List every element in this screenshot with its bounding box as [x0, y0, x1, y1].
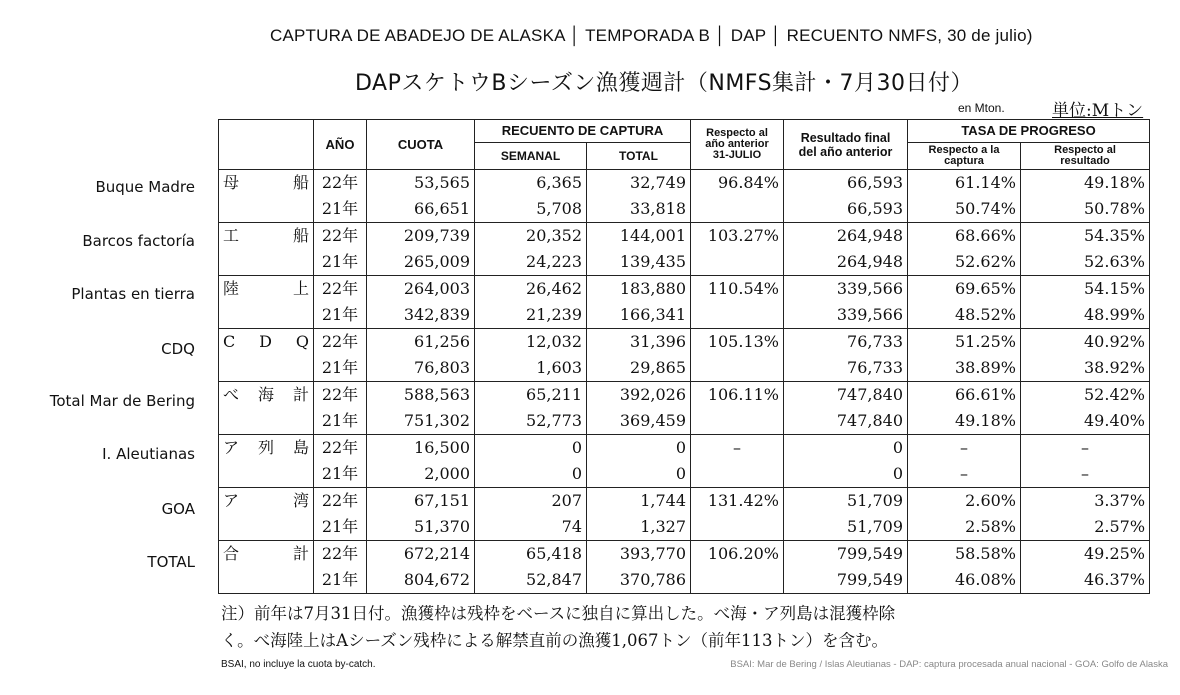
category-jp-char: ア — [223, 438, 240, 457]
quota-cell: 67,151 — [367, 488, 475, 515]
prog-catch-cell: 38.89% — [908, 355, 1021, 382]
note-line-2: く。べ海陸上はAシーズン残枠による解禁直前の漁獲1,067トン（前年113トン）を含む。 — [221, 631, 888, 650]
label-barcos-factoria: Barcos factoría — [82, 232, 195, 250]
total-cell: 183,880 — [587, 276, 691, 303]
label-aleutianas: I. Aleutianas — [102, 445, 195, 463]
prog-result-cell: – — [1021, 461, 1150, 488]
prog-catch-cell: 46.08% — [908, 567, 1021, 594]
total-cell: 1,327 — [587, 514, 691, 541]
unit-label-spanish: en Mton. — [958, 101, 1005, 115]
year-cell: 22年 — [314, 329, 367, 356]
vs-prev-cell: 106.11% — [691, 382, 784, 409]
final-prev-cell: 799,549 — [784, 541, 908, 568]
vs-prev-cell — [691, 408, 784, 435]
total-cell: 31,396 — [587, 329, 691, 356]
quota-cell: 588,563 — [367, 382, 475, 409]
final-prev-cell: 264,948 — [784, 223, 908, 250]
category-jp-char: 湾 — [292, 491, 309, 510]
prog-catch-cell: 52.62% — [908, 249, 1021, 276]
weekly-cell: 21,239 — [475, 302, 587, 329]
quota-cell: 209,739 — [367, 223, 475, 250]
prog-catch-cell: – — [908, 435, 1021, 462]
footnote-left: BSAI, no incluye la cuota by-catch. — [221, 659, 376, 670]
prog-catch-cell: 50.74% — [908, 196, 1021, 223]
weekly-cell: 6,365 — [475, 170, 587, 197]
prog-catch-cell: 66.61% — [908, 382, 1021, 409]
prog-result-cell: 3.37% — [1021, 488, 1150, 515]
category-jp-cell — [219, 170, 314, 223]
category-jp-cell — [219, 488, 314, 541]
weekly-cell: 0 — [475, 435, 587, 462]
year-cell: 21年 — [314, 514, 367, 541]
category-jp-char: 計 — [292, 385, 309, 404]
vs-prev-cell: 96.84% — [691, 170, 784, 197]
prog-catch-cell: – — [908, 461, 1021, 488]
table-row — [219, 355, 1150, 382]
weekly-cell: 12,032 — [475, 329, 587, 356]
prog-result-cell: 52.42% — [1021, 382, 1150, 409]
total-cell: 369,459 — [587, 408, 691, 435]
quota-cell: 342,839 — [367, 302, 475, 329]
year-cell: 22年 — [314, 276, 367, 303]
year-cell: 22年 — [314, 435, 367, 462]
quota-cell: 76,803 — [367, 355, 475, 382]
category-jp-char: 船 — [292, 173, 309, 192]
category-jp-char: C — [223, 332, 236, 351]
category-jp-cell — [219, 329, 314, 382]
header-prog-result-line1: Respecto al — [1054, 144, 1116, 156]
final-prev-cell: 76,733 — [784, 355, 908, 382]
total-cell: 393,770 — [587, 541, 691, 568]
prog-catch-cell: 48.52% — [908, 302, 1021, 329]
prog-catch-cell: 61.14% — [908, 170, 1021, 197]
year-cell: 22年 — [314, 382, 367, 409]
footnote-right: BSAI: Mar de Bering / Islas Aleutianas - DAP: captura procesada anual nacional - GOA: Golfo de Alaska — [730, 659, 1168, 670]
prog-catch-cell: 58.58% — [908, 541, 1021, 568]
header-vs-prev-line1: Respecto al — [706, 127, 768, 139]
weekly-cell: 65,211 — [475, 382, 587, 409]
label-plantas-tierra: Plantas en tierra — [71, 285, 195, 303]
prog-catch-cell: 69.65% — [908, 276, 1021, 303]
total-cell: 370,786 — [587, 567, 691, 594]
weekly-cell: 1,603 — [475, 355, 587, 382]
category-jp-char: 列 — [257, 438, 274, 457]
table-row — [219, 435, 1150, 462]
total-cell: 32,749 — [587, 170, 691, 197]
total-cell: 33,818 — [587, 196, 691, 223]
table-row — [219, 567, 1150, 594]
category-jp-char: 船 — [292, 226, 309, 245]
prog-result-cell: 49.25% — [1021, 541, 1150, 568]
prog-result-cell: 52.63% — [1021, 249, 1150, 276]
header-final-prev-line1: Resultado final — [800, 130, 891, 145]
prog-catch-cell: 68.66% — [908, 223, 1021, 250]
vs-prev-cell — [691, 567, 784, 594]
quota-cell: 53,565 — [367, 170, 475, 197]
header-prog-result-line2: resultado — [1060, 155, 1110, 167]
category-jp-cell — [219, 382, 314, 435]
total-cell: 0 — [587, 435, 691, 462]
quota-cell: 751,302 — [367, 408, 475, 435]
quota-cell: 265,009 — [367, 249, 475, 276]
category-jp-char: 合 — [223, 544, 240, 563]
vs-prev-cell — [691, 355, 784, 382]
total-cell: 29,865 — [587, 355, 691, 382]
note-line-1: 注）前年は7月31日付。漁獲枠は残枠をベースに独自に算出した。べ海・ア列島は混獲枠除 — [221, 604, 896, 623]
prog-catch-cell: 49.18% — [908, 408, 1021, 435]
prog-result-cell: – — [1021, 435, 1150, 462]
category-jp-char: 工 — [223, 226, 240, 245]
final-prev-cell: 747,840 — [784, 382, 908, 409]
category-jp-cell — [219, 435, 314, 488]
prog-result-cell: 48.99% — [1021, 302, 1150, 329]
category-jp-char: べ — [223, 385, 240, 404]
header-vs-prev — [691, 120, 784, 170]
page-title: CAPTURA DE ABADEJO DE ALASKA │ TEMPORADA B │ DAP │ RECUENTO NMFS, 30 de julio) — [270, 26, 1033, 45]
header-category — [219, 120, 314, 170]
prog-result-cell: 38.92% — [1021, 355, 1150, 382]
table-row — [219, 249, 1150, 276]
header-year: AÑO — [314, 120, 367, 170]
table-row — [219, 329, 1150, 356]
total-cell: 0 — [587, 461, 691, 488]
year-cell: 22年 — [314, 170, 367, 197]
quota-cell: 61,256 — [367, 329, 475, 356]
final-prev-cell: 747,840 — [784, 408, 908, 435]
table-row — [219, 541, 1150, 568]
year-cell: 21年 — [314, 567, 367, 594]
header-final-prev — [784, 120, 908, 170]
quota-cell: 264,003 — [367, 276, 475, 303]
table-row — [219, 382, 1150, 409]
category-jp-char: Q — [295, 332, 309, 351]
vs-prev-cell — [691, 461, 784, 488]
vs-prev-cell — [691, 514, 784, 541]
category-jp-char: 海 — [257, 385, 274, 404]
final-prev-cell: 66,593 — [784, 170, 908, 197]
year-cell: 21年 — [314, 461, 367, 488]
total-cell: 166,341 — [587, 302, 691, 329]
table-row — [219, 302, 1150, 329]
prog-catch-cell: 51.25% — [908, 329, 1021, 356]
category-jp-cell — [219, 223, 314, 276]
weekly-cell: 26,462 — [475, 276, 587, 303]
category-jp-char: 計 — [292, 544, 309, 563]
label-goa: GOA — [161, 500, 195, 518]
prog-catch-cell: 2.58% — [908, 514, 1021, 541]
table-row — [219, 223, 1150, 250]
japanese-notes — [221, 600, 1161, 654]
vs-prev-cell — [691, 249, 784, 276]
quota-cell: 2,000 — [367, 461, 475, 488]
prog-result-cell: 49.18% — [1021, 170, 1150, 197]
final-prev-cell: 66,593 — [784, 196, 908, 223]
final-prev-cell: 264,948 — [784, 249, 908, 276]
final-prev-cell: 76,733 — [784, 329, 908, 356]
quota-cell: 16,500 — [367, 435, 475, 462]
vs-prev-cell: – — [691, 435, 784, 462]
total-cell: 392,026 — [587, 382, 691, 409]
vs-prev-cell: 110.54% — [691, 276, 784, 303]
header-catch-count: RECUENTO DE CAPTURA — [475, 120, 691, 143]
total-cell: 1,744 — [587, 488, 691, 515]
header-vs-prev-line3: 31-JULIO — [712, 149, 762, 161]
vs-prev-cell — [691, 302, 784, 329]
final-prev-cell: 0 — [784, 461, 908, 488]
prog-result-cell: 46.37% — [1021, 567, 1150, 594]
header-final-prev-line2: del año anterior — [798, 144, 893, 159]
table-body — [219, 170, 1150, 594]
prog-result-cell: 50.78% — [1021, 196, 1150, 223]
quota-cell: 66,651 — [367, 196, 475, 223]
weekly-cell: 5,708 — [475, 196, 587, 223]
year-cell: 21年 — [314, 355, 367, 382]
prog-catch-cell: 2.60% — [908, 488, 1021, 515]
vs-prev-cell — [691, 196, 784, 223]
weekly-cell: 20,352 — [475, 223, 587, 250]
weekly-cell: 0 — [475, 461, 587, 488]
label-cdq: CDQ — [161, 340, 195, 358]
weekly-cell: 207 — [475, 488, 587, 515]
year-cell: 21年 — [314, 408, 367, 435]
table-row — [219, 170, 1150, 197]
header-prog-catch — [908, 143, 1021, 170]
category-jp-cell — [219, 276, 314, 329]
label-buque-madre: Buque Madre — [95, 178, 195, 196]
category-jp-char: D — [259, 332, 272, 351]
quota-cell: 804,672 — [367, 567, 475, 594]
final-prev-cell: 51,709 — [784, 514, 908, 541]
unit-label-japanese: 単位:Mトン — [1052, 101, 1144, 121]
header-total: TOTAL — [587, 143, 691, 170]
total-cell: 139,435 — [587, 249, 691, 276]
prog-result-cell: 49.40% — [1021, 408, 1150, 435]
vs-prev-cell: 106.20% — [691, 541, 784, 568]
category-jp-cell — [219, 541, 314, 594]
label-total: TOTAL — [147, 553, 195, 571]
weekly-cell: 74 — [475, 514, 587, 541]
header-prog-catch-line2: captura — [944, 155, 984, 167]
final-prev-cell: 799,549 — [784, 567, 908, 594]
year-cell: 21年 — [314, 249, 367, 276]
vs-prev-cell: 103.27% — [691, 223, 784, 250]
year-cell: 22年 — [314, 223, 367, 250]
catch-table — [218, 119, 1150, 594]
header-quota: CUOTA — [367, 120, 475, 170]
table-row — [219, 196, 1150, 223]
japanese-title: DAPスケトウBシーズン漁獲週計（NMFS集計・7月30日付） — [355, 71, 974, 96]
prog-result-cell: 2.57% — [1021, 514, 1150, 541]
year-cell: 21年 — [314, 196, 367, 223]
header-progress: TASA DE PROGRESO — [908, 120, 1150, 143]
year-cell: 22年 — [314, 488, 367, 515]
table-row — [219, 461, 1150, 488]
vs-prev-cell: 105.13% — [691, 329, 784, 356]
final-prev-cell: 0 — [784, 435, 908, 462]
final-prev-cell: 339,566 — [784, 276, 908, 303]
category-jp-char: ア — [223, 491, 240, 510]
weekly-cell: 65,418 — [475, 541, 587, 568]
table-row — [219, 514, 1150, 541]
prog-result-cell: 54.35% — [1021, 223, 1150, 250]
weekly-cell: 24,223 — [475, 249, 587, 276]
header-weekly: SEMANAL — [475, 143, 587, 170]
final-prev-cell: 339,566 — [784, 302, 908, 329]
header-prog-result — [1021, 143, 1150, 170]
prog-result-cell: 40.92% — [1021, 329, 1150, 356]
table-row — [219, 488, 1150, 515]
header-prog-catch-line1: Respecto a la — [928, 144, 1000, 156]
year-cell: 21年 — [314, 302, 367, 329]
category-jp-char: 陸 — [223, 279, 240, 298]
weekly-cell: 52,847 — [475, 567, 587, 594]
quota-cell: 672,214 — [367, 541, 475, 568]
label-total-bering: Total Mar de Bering — [49, 392, 195, 410]
table-row — [219, 408, 1150, 435]
weekly-cell: 52,773 — [475, 408, 587, 435]
category-jp-char: 母 — [223, 173, 240, 192]
final-prev-cell: 51,709 — [784, 488, 908, 515]
year-cell: 22年 — [314, 541, 367, 568]
prog-result-cell: 54.15% — [1021, 276, 1150, 303]
category-jp-char: 上 — [292, 279, 309, 298]
category-jp-char: 島 — [292, 438, 309, 457]
total-cell: 144,001 — [587, 223, 691, 250]
vs-prev-cell: 131.42% — [691, 488, 784, 515]
header-vs-prev-line2: año anterior — [705, 138, 769, 150]
table-row — [219, 276, 1150, 303]
quota-cell: 51,370 — [367, 514, 475, 541]
